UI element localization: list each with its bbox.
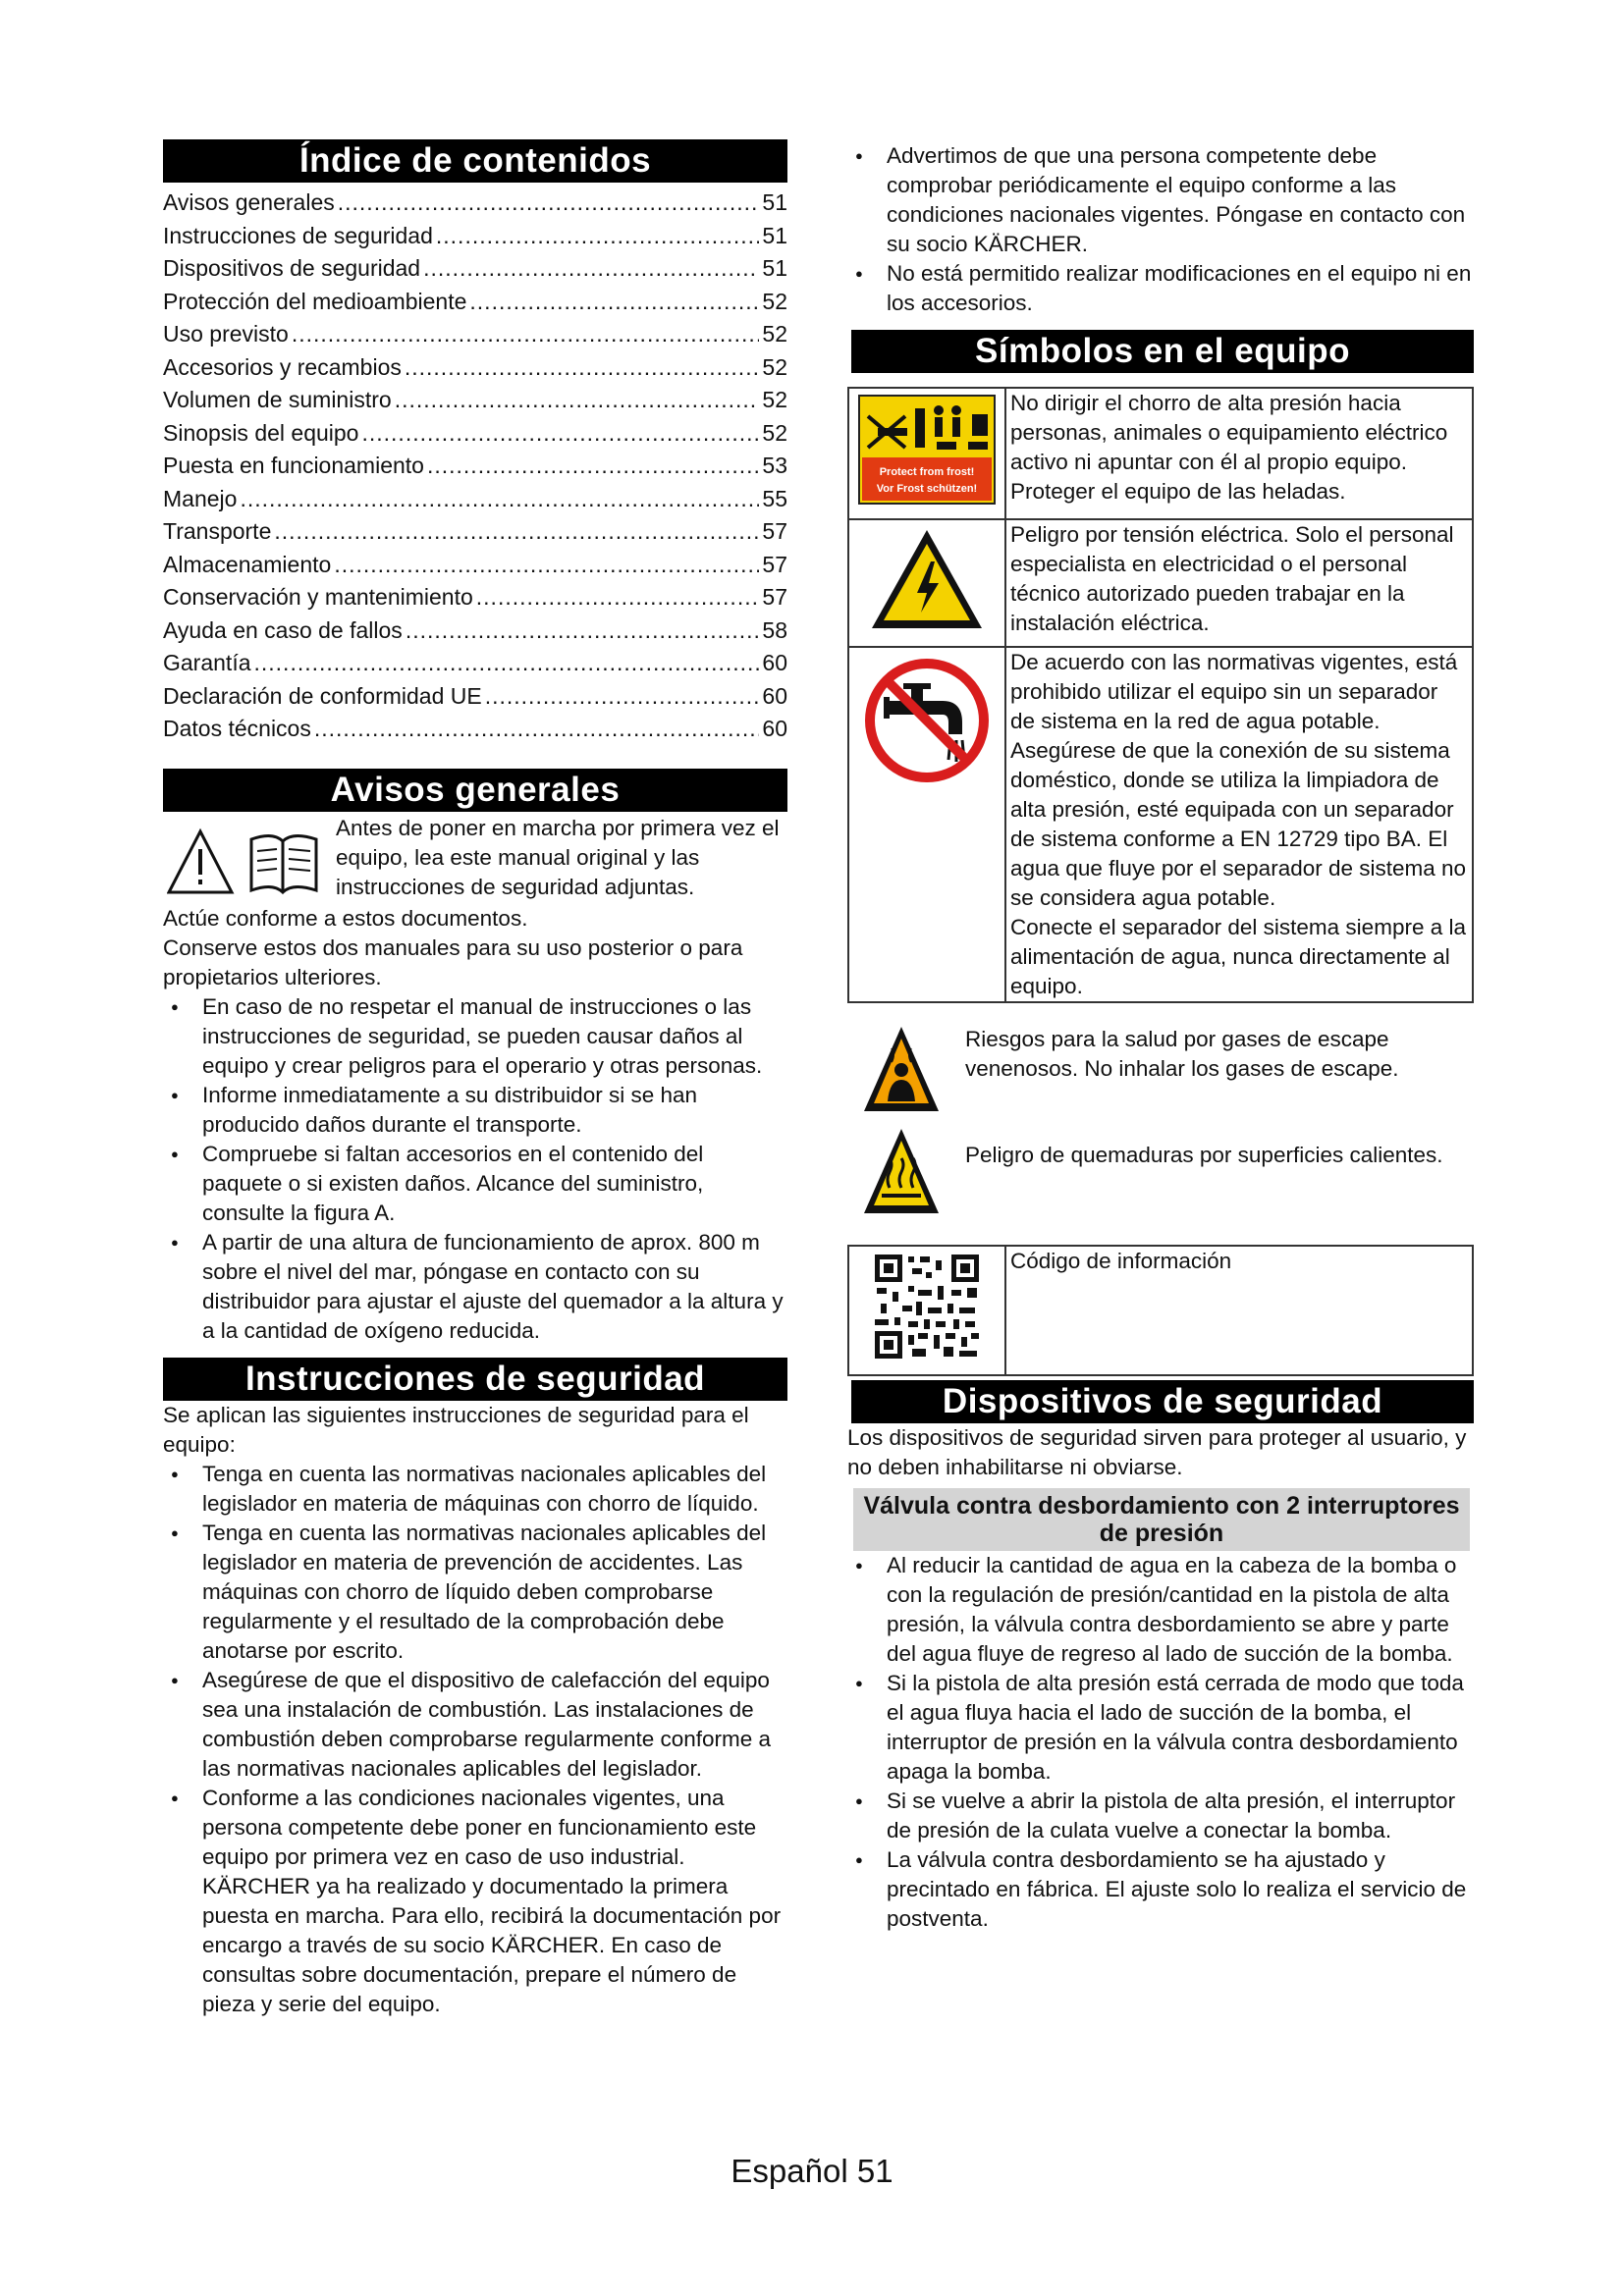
dispositivos-list	[847, 1551, 1474, 1934]
list-item: ● Tenga en cuenta las normativas nacionales aplicables del legislador en materia de prevención de accidentes. Las máquinas con chorro de líquido deben comprobarse regularmente y el resultado de la comprobación debe anotarse por escrito.	[163, 1519, 787, 1666]
left-column	[163, 139, 787, 2019]
toc-entry[interactable]: Transporte ..... 57	[163, 515, 787, 549]
list-item: ● A partir de una altura de funcionamiento de aprox. 800 m sobre el nivel del mar, póngase en contacto con su distribuidor para ajustar el ajuste del quemador a la altura y a la cantidad de oxígeno reducida.	[163, 1228, 787, 1346]
dispositivos-intro: Los dispositivos de seguridad sirven para proteger al usuario, y no deben inhabilitarse ni obviarse.	[847, 1425, 1467, 1479]
electric-hazard-icon	[868, 526, 986, 632]
toc-entry[interactable]: Dispositivos de seguridad ..... 51	[163, 252, 787, 286]
hot-surface-warning	[847, 1127, 1474, 1225]
toc-entry[interactable]: Uso previsto ..... 52	[163, 318, 787, 351]
symbol-text: Peligro de quemaduras por superficies calientes.	[965, 1143, 1443, 1167]
list-item: ● En caso de no respetar el manual de instrucciones o las instrucciones de seguridad, se pueden causar daños al equipo y crear peligros para el operario y otras personas.	[163, 992, 787, 1081]
seguridad-intro: Se aplican las siguientes instrucciones de seguridad para el equipo:	[163, 1402, 749, 1457]
dispositivos-heading: Dispositivos de seguridad	[851, 1380, 1474, 1423]
symbol-text: De acuerdo con las normativas vigentes, está prohibido utilizar el equipo sin un separador de sistema en la red de agua potable. Asegúrese de que la conexión de su sistema doméstico, donde se utiliza la limpiadora de alta presión, esté equipada con un separador de sistema conforme a EN 12729 tipo BA. El agua que fluye por el separador de sistema no se considera agua potable.	[1010, 650, 1467, 910]
list-item: ● Asegúrese de que el dispositivo de calefacción del equipo sea una instalación de combustión. Las instalaciones de combustión deben comprobarse regularmente conforme a las normativas nacionales aplicables del legislador.	[163, 1666, 787, 1784]
toc-entry[interactable]: Avisos generales ..... 51	[163, 187, 787, 220]
symbol-text: Peligro por tensión eléctrica. Solo el personal especialista en electricidad o el personal técnico autorizado pueden trabajar en la instalación eléctrica.	[1010, 522, 1454, 635]
frost-label-1: Protect from frost!	[879, 466, 975, 478]
symbol-text: No dirigir el chorro de alta presión hacia personas, animales o equipamiento eléctrico activo ni apuntar con él al propio equipo.	[1010, 391, 1448, 474]
list-item: ● La válvula contra desbordamiento se ha ajustado y precintado en fábrica. El ajuste solo lo realiza el servicio de postventa.	[847, 1845, 1474, 1934]
right-top-list	[847, 141, 1474, 318]
page-footer	[0, 2153, 1624, 2189]
symbol-text: Conecte el separador del sistema siempre a la alimentación de agua, nunca directamente al equipo.	[1010, 915, 1466, 998]
list-item: ● Advertimos de que una persona competente debe comprobar periódicamente el equipo conforme a las condiciones nacionales vigentes. Póngase en contacto con su socio KÄRCHER.	[847, 141, 1474, 259]
exhaust-gas-warning	[847, 1025, 1474, 1123]
symbol-text: Proteger el equipo de las heladas.	[1010, 479, 1346, 504]
list-item: ● Informe inmediatamente a su distribuidor si se han producido daños durante el transporte.	[163, 1081, 787, 1140]
toc-entry[interactable]: Puesta en funcionamiento ..... 53	[163, 450, 787, 483]
list-item: ● Tenga en cuenta las normativas nacionales aplicables del legislador en materia de máquinas con chorro de líquido.	[163, 1460, 787, 1519]
seguridad-heading: Instrucciones de seguridad	[163, 1358, 787, 1401]
list-item: ● No está permitido realizar modificaciones en el equipo ni en los accesorios.	[847, 259, 1474, 318]
warning-manual-icon	[167, 828, 324, 898]
toc-entry[interactable]: Garantía ..... 60	[163, 647, 787, 680]
table-row	[848, 647, 1473, 1002]
right-column	[847, 139, 1474, 1934]
frost-label-2: Vor Frost schützen!	[876, 483, 978, 495]
no-drinking-water-connection-icon	[864, 658, 990, 783]
toc-entry[interactable]: Manejo ..... 55	[163, 483, 787, 516]
toc-entry[interactable]: Instrucciones de seguridad ..... 51	[163, 220, 787, 253]
table-row	[848, 519, 1473, 647]
toc-entry[interactable]: Protección del medioambiente ..... 52	[163, 286, 787, 319]
list-item: ● Conforme a las condiciones nacionales vigentes, una persona competente debe poner en funcionamiento este equipo por primera vez en caso de uso industrial. KÄRCHER ya ha realizado y documentado la primera puesta en marcha. Para ello, recibirá la documentación por encargo a través de su socio KÄRCHER. En caso de consultas sobre documentación, prepare el número de pieza y serie del equipo.	[163, 1784, 787, 2019]
toc-entry[interactable]: Almacenamiento ..... 57	[163, 549, 787, 582]
symbol-text: Código de información	[1010, 1249, 1232, 1273]
toc-heading: Índice de contenidos	[163, 139, 787, 183]
footer-language: Español	[731, 2153, 848, 2189]
page-number: 51	[856, 2153, 893, 2189]
avisos-list	[163, 992, 787, 1346]
valve-subheading: Válvula contra desbordamiento con 2 interruptores de presión	[853, 1488, 1470, 1551]
symbol-text: Riesgos para la salud por gases de escape venenosos. No inhalar los gases de escape.	[965, 1027, 1399, 1081]
toc-entry[interactable]: Datos técnicos ..... 60	[163, 713, 787, 746]
toc-entry[interactable]: Sinopsis del equipo ..... 52	[163, 417, 787, 451]
table-row	[848, 388, 1473, 519]
high-pressure-frost-icon	[858, 395, 996, 505]
table-of-contents	[163, 187, 787, 746]
avisos-p1: Actúe conforme a estos documentos.	[163, 905, 528, 931]
hot-surface-icon	[862, 1127, 941, 1217]
avisos-heading: Avisos generales	[163, 769, 787, 812]
symbols-table	[847, 387, 1474, 1003]
table-row	[848, 1246, 1473, 1375]
list-item: ● Compruebe si faltan accesorios en el contenido del paquete o si existen daños. Alcance del suministro, consulte la figura A.	[163, 1140, 787, 1228]
toc-entry[interactable]: Accesorios y recambios ..... 52	[163, 351, 787, 385]
list-item: ● Si se vuelve a abrir la pistola de alta presión, el interruptor de presión de la culata vuelve a conectar la bomba.	[847, 1787, 1474, 1845]
toc-entry[interactable]: Volumen de suministro ..... 52	[163, 384, 787, 417]
simbolos-heading: Símbolos en el equipo	[851, 330, 1474, 373]
avisos-p2: Conserve estos dos manuales para su uso posterior o para propietarios ulteriores.	[163, 934, 743, 989]
qr-code-icon[interactable]	[873, 1253, 981, 1361]
list-item: ● Si la pistola de alta presión está cerrada de modo que toda el agua fluya hacia el lado de succión de la bomba, el interruptor de presión en la válvula contra desbordamiento apaga la bomba.	[847, 1669, 1474, 1787]
info-code-table	[847, 1245, 1474, 1376]
seguridad-list	[163, 1460, 787, 2019]
list-item: ● Al reducir la cantidad de agua en la cabeza de la bomba o con la regulación de presión/cantidad en la pistola de alta presión, la válvula contra desbordamiento se abre y parte del agua fluye de regreso al lado de succión de la bomba.	[847, 1551, 1474, 1669]
toc-entry[interactable]: Ayuda en caso de fallos ..... 58	[163, 614, 787, 648]
toc-entry[interactable]: Conservación y mantenimiento ..... 57	[163, 581, 787, 614]
toxic-gas-icon	[862, 1025, 941, 1115]
avisos-intro	[163, 814, 787, 904]
toc-entry[interactable]: Declaración de conformidad UE ..... 60	[163, 680, 787, 714]
avisos-intro-text: Antes de poner en marcha por primera vez el equipo, lea este manual original y las instrucciones de seguridad adjuntas.	[336, 815, 780, 899]
